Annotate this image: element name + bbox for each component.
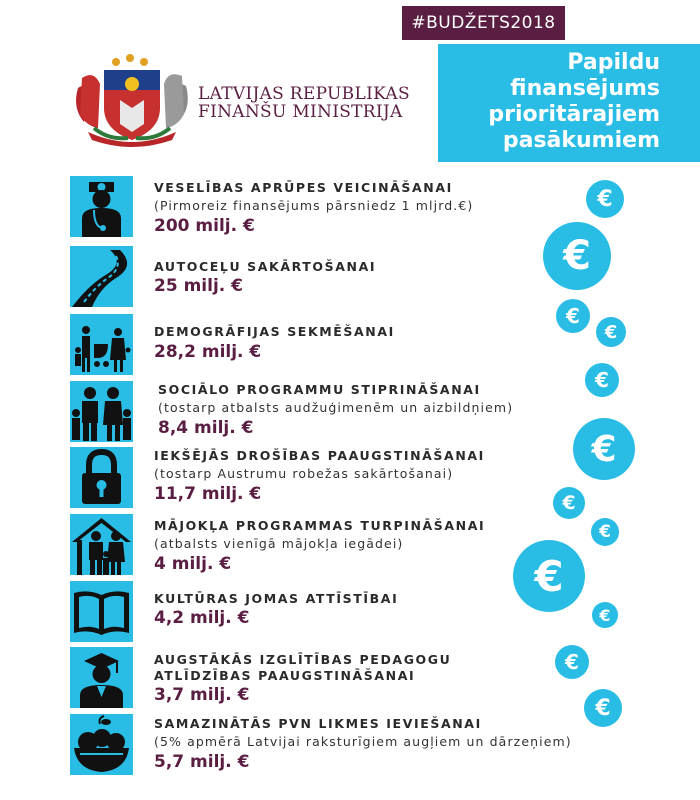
item-heading: ATLĪDZĪBAS PAAUGSTINĀŠANAI	[154, 668, 416, 683]
item-note: (tostarp Austrumu robežas sakārtošanai)	[154, 466, 454, 481]
item-amount: 8,4 milj. €	[158, 418, 254, 438]
road-icon	[70, 246, 133, 307]
euro-coin-icon: €	[556, 299, 590, 333]
item-amount: 4,2 milj. €	[154, 608, 250, 628]
euro-coin-icon: €	[555, 645, 589, 679]
title-line: Papildu	[567, 50, 660, 75]
item-note: (tostarp atbalsts audžuģimenēm un aizbildņiem)	[158, 400, 514, 415]
item-amount: 200 milj. €	[154, 216, 255, 236]
euro-coin-icon: €	[573, 418, 635, 480]
item-amount: 3,7 milj. €	[154, 685, 250, 705]
coat-of-arms-icon	[68, 48, 196, 150]
fruit-basket-icon	[70, 714, 133, 775]
euro-coin-icon: €	[585, 363, 619, 397]
ministry-name: FINANŠU MINISTRIJA	[198, 102, 403, 122]
title-line: pasākumiem	[502, 128, 660, 153]
item-amount: 28,2 milj. €	[154, 342, 262, 362]
house-family-icon	[70, 514, 133, 575]
graduate-icon	[70, 647, 133, 708]
euro-coin-icon: €	[543, 222, 611, 290]
item-heading: SOCIĀLO PROGRAMMU STIPRINĀŠANAI	[158, 382, 481, 397]
item-amount: 11,7 milj. €	[154, 484, 262, 504]
hashtag-badge: #BUDŽETS2018	[402, 6, 565, 40]
padlock-icon	[70, 447, 133, 508]
title-line: finansējums	[510, 76, 660, 101]
item-heading: DEMOGRĀFIJAS SEKMĒŠANAI	[154, 324, 395, 339]
item-heading: AUTOCEĻU SAKĀRTOŠANAI	[154, 259, 377, 274]
item-heading: IEKŠĒJĀS DROŠĪBAS PAAUGSTINĀŠANAI	[154, 448, 485, 463]
euro-coin-icon: €	[513, 540, 585, 612]
euro-coin-icon: €	[553, 487, 585, 519]
item-amount: 4 milj. €	[154, 554, 232, 574]
item-heading: AUGSTĀKĀS IZGLĪTĪBAS PEDAGOGU	[154, 652, 452, 667]
title-line: prioritārajiem	[488, 102, 660, 127]
family-icon	[70, 381, 133, 442]
item-heading: KULTŪRAS JOMAS ATTĪSTĪBAI	[154, 591, 399, 606]
item-heading: SAMAZINĀTĀS PVN LIKMES IEVIEŠANAI	[154, 716, 482, 731]
item-heading: MĀJOKĻA PROGRAMMAS TURPINĀŠANAI	[154, 518, 486, 533]
family-stroller-icon	[70, 314, 133, 375]
item-note: (5% apmērā Latvijai raksturīgiem augļiem un dārzeņiem)	[154, 734, 572, 749]
euro-coin-icon: €	[591, 518, 619, 546]
book-icon	[70, 581, 133, 642]
euro-coin-icon: €	[584, 689, 622, 727]
euro-coin-icon: €	[592, 602, 618, 628]
euro-coin-icon: €	[596, 317, 626, 347]
item-amount: 25 milj. €	[154, 276, 243, 296]
euro-coin-icon: €	[586, 180, 624, 218]
title-box	[438, 44, 700, 162]
item-note: (atbalsts vienīgā mājokļa iegādei)	[154, 536, 404, 551]
doctor-icon	[70, 176, 133, 237]
item-amount: 5,7 milj. €	[154, 752, 250, 772]
item-note: (Pirmoreiz finansējums pārsniedz 1 mljrd.€)	[154, 198, 474, 213]
ministry-name: LATVIJAS REPUBLIKAS	[198, 84, 410, 104]
item-heading: VESELĪBAS APRŪPES VEICINĀŠANAI	[154, 180, 453, 195]
